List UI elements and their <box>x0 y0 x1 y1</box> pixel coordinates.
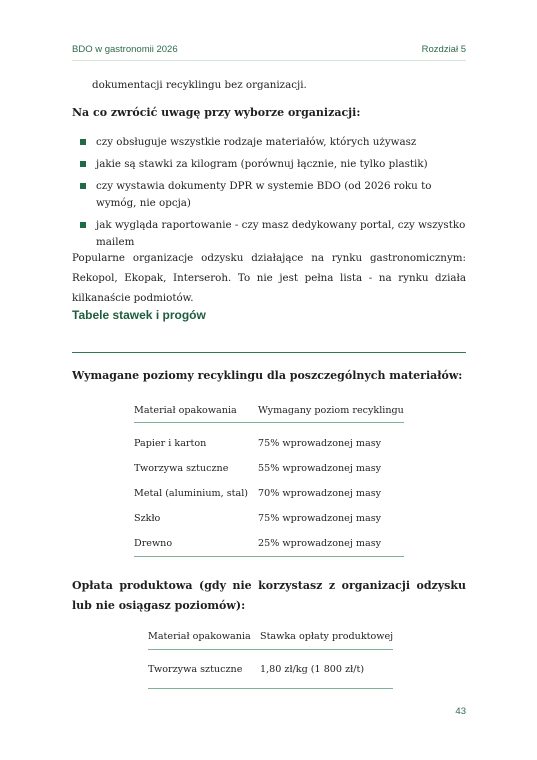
column-header: Wymagany poziom recyklingu <box>258 404 404 416</box>
table-cell: Szkło <box>134 513 161 524</box>
table-cell: 1,80 zł/kg (1 800 zł/t) <box>260 663 365 675</box>
list-item: jak wygląda raportowanie - czy masz dedykowany portal, czy wszystko mailem <box>80 217 470 251</box>
intro-fragment: dokumentacji recyklingu bez organizacji. <box>92 79 307 91</box>
table-cell: Papier i karton <box>134 438 207 449</box>
header-chapter: Rozdział 5 <box>421 44 466 55</box>
header-divider <box>72 60 466 61</box>
column-header: Stawka opłaty produktowej <box>260 631 394 642</box>
bullet-square-icon <box>80 222 86 228</box>
list-item: czy obsługuje wszystkie rodzaje materiałów, których używasz <box>80 134 470 151</box>
table-cell: Drewno <box>134 538 173 549</box>
section-divider <box>72 352 466 353</box>
page-number: 43 <box>455 706 466 717</box>
bullet-square-icon <box>80 139 86 145</box>
running-header <box>72 44 466 55</box>
list-item: czy wystawia dokumenty DPR w systemie BDO (od 2026 roku to wymóg, nie opcja) <box>80 178 470 212</box>
bullet-square-icon <box>80 183 86 189</box>
table-header-row <box>134 398 404 423</box>
table-row <box>148 650 393 689</box>
section-title: Tabele stawek i progów <box>72 308 206 322</box>
table-row <box>134 506 404 531</box>
table-cell: 55% wprowadzonej masy <box>258 463 382 474</box>
table-cell: 75% wprowadzonej masy <box>258 438 382 449</box>
recycling-heading: Wymagane poziomy recyklingu dla poszczególnych materiałów: <box>72 369 463 382</box>
column-header: Materiał opakowania <box>148 631 251 642</box>
table-cell: Tworzywa sztuczne <box>148 663 243 675</box>
table-row <box>134 531 404 557</box>
table-cell: Metal (aluminium, stal) <box>134 488 249 499</box>
table-header-row <box>148 624 393 650</box>
table-row <box>134 456 404 481</box>
table-row <box>134 423 404 457</box>
column-header: Materiał opakowania <box>134 404 237 416</box>
bullet-square-icon <box>80 161 86 167</box>
list-item: jakie są stawki za kilogram (porównuj łącznie, nie tylko plastik) <box>80 156 470 173</box>
choose-heading: Na co zwrócić uwagę przy wyborze organizacji: <box>72 106 361 119</box>
table-cell: 75% wprowadzonej masy <box>258 513 382 524</box>
table-cell: 70% wprowadzonej masy <box>258 488 382 499</box>
table-cell: Tworzywa sztuczne <box>134 463 229 474</box>
organizations-paragraph: Popularne organizacje odzysku działające na rynku gastronomicznym: Rekopol, Ekopak, Interseroh. To nie jest pełna lista - na rynku działa kilkanaście podmiotów. <box>72 252 466 304</box>
criteria-list <box>80 134 470 256</box>
product-fee-table <box>148 624 393 689</box>
header-book-title: BDO w gastronomii 2026 <box>72 44 178 55</box>
table-cell: 25% wprowadzonej masy <box>258 538 382 549</box>
fee-heading: Opłata produktowa (gdy nie korzystasz z organizacji odzysku lub nie osiągasz poziomów): <box>72 579 466 612</box>
recycling-levels-table <box>134 398 404 557</box>
table-row <box>134 481 404 506</box>
